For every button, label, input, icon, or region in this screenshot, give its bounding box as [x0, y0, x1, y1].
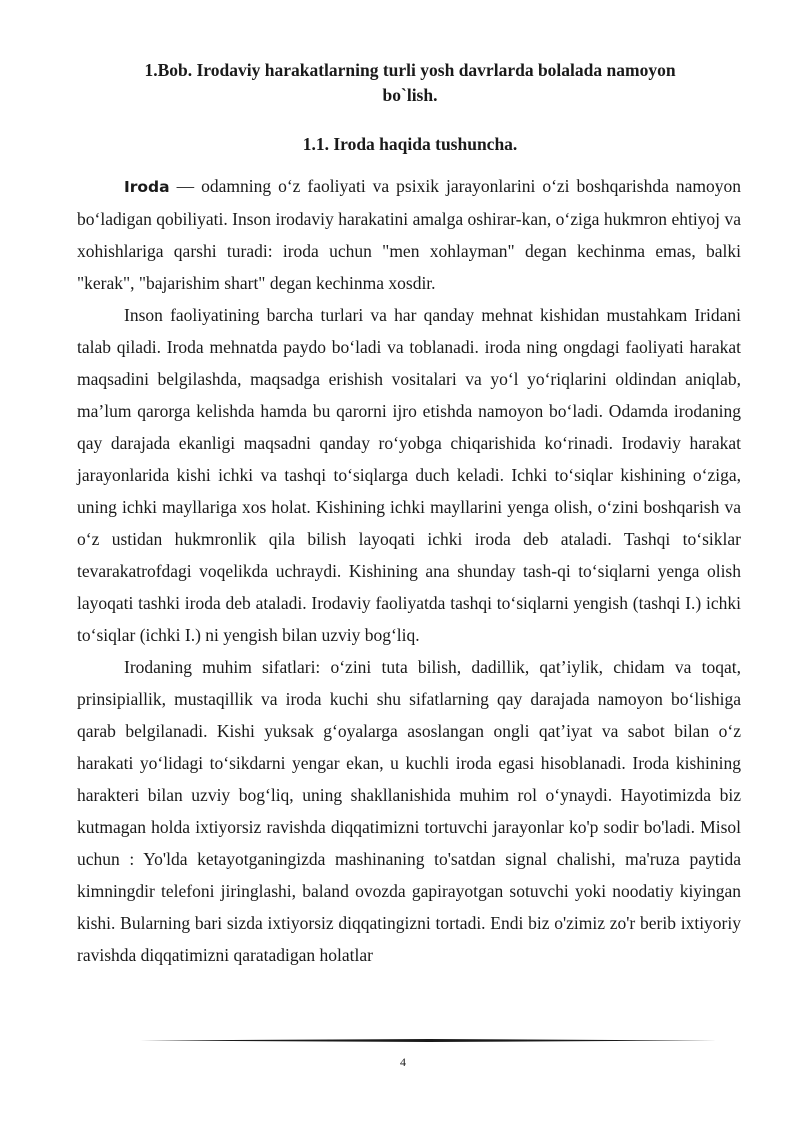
chapter-title-line-2: bo`lish.: [382, 85, 438, 105]
paragraph-1: [77, 170, 741, 299]
paragraph-2: Inson faoliyatining barcha turlari va har qanday mehnat kishidan mustahkam Iridani talab qiladi. Iroda mehnatda paydo bo‘ladi va toblanadi. iroda ning ongdagi faoliyati harakat maqsadini belgilashda, maqsadga erishish vositalari va yo‘l yo‘riqlarini oldindan aniqlab, ma’lum qarorga kelishda hamda bu qarorni ijro etishda namoyon bo‘ladi. Odamda irodaning qay darajada ekanligi maqsadni qanday ro‘yobga chiqarishida ko‘rinadi. Irodaviy harakat jarayonlarida kishi ichki va tashqi to‘siqlarga duch keladi. Ichki to‘siqlar kishining o‘ziga, uning ichki mayllariga xos holat. Kishining ichki mayllarini yenga olish, o‘zini boshqarish va o‘z ustidan hukmronlik qila bilish layoqati ichki iroda deb ataladi. Tashqi to‘siklar tevarakatrofdagi voqelikda uchraydi. Kishining ana shunday tash-qi to‘siqlarni yenga olish layoqati tashki iroda deb ataladi. Irodaviy faoliyatda tashqi to‘siqlarni yengish (tashqi I.) ichki to‘siqlar (ichki I.) ni yengish bilan uzviy bog‘liq.: [77, 305, 741, 645]
term-iroda: Iroda: [124, 178, 170, 196]
chapter-title-line-1: 1.Bob. Irodaviy harakatlarning turli yosh davrlarda bolalada namoyon: [144, 60, 676, 80]
footer-rule: [140, 1039, 718, 1042]
chapter-title: [100, 58, 720, 108]
paragraph-1-text: — odamning o‘z faoliyati va psixik jarayonlarini o‘zi boshqarishda namoyon bo‘ladigan qobiliyati. Inson irodaviy harakatini amalga oshirar-kan, o‘ziga hukmron ehtiyoj va xohishlariga qarshi turadi: iroda uchun "men xohlayman" degan kechinma emas, balki "kerak", "bajarishim shart" degan kechinma xosdir.: [77, 176, 741, 293]
section-title: 1.1. Iroda haqida tushuncha.: [302, 134, 518, 154]
paragraph-3: Irodaning muhim sifatlari: o‘zini tuta bilish, dadillik, qat’iylik, chidam va toqat, prinsipiallik, mustaqillik va iroda kuchi shu sifatlarning qay darajada namoyon bo‘lishiga qarab belgilanadi. Kishi yuksak g‘oyalarga asoslangan ongli qat’iyat va sabot bilan o‘z harakati yo‘lidagi to‘sikdarni yengar ekan, u kuchli iroda egasi hisoblanadi. Iroda kishining harakteri bilan uzviy bog‘liq, uning shakllanishida muhim rol o‘ynaydi. Hayotimizda biz kutmagan holda ixtiyorsiz ravishda diqqatimizni tortuvchi jarayonlar ko'p sodir bo'ladi. Misol uchun : Yo'lda ketayotganingizda mashinaning to'satdan signal chalishi, ma'ruza paytida kimningdir telefoni jiringlashi, baland ovozda gapirayotgan sotuvchi yoki noodatiy kiyingan kishi. Bularning bari sizda ixtiyorsiz diqqatingizni tortadi. Endi biz o'zimiz zo'r berib ixtiyoriy ravishda diqqatimizni qaratadigan holatlar: [77, 657, 741, 965]
body-text: [77, 170, 741, 971]
page-number: 4: [400, 1055, 406, 1069]
